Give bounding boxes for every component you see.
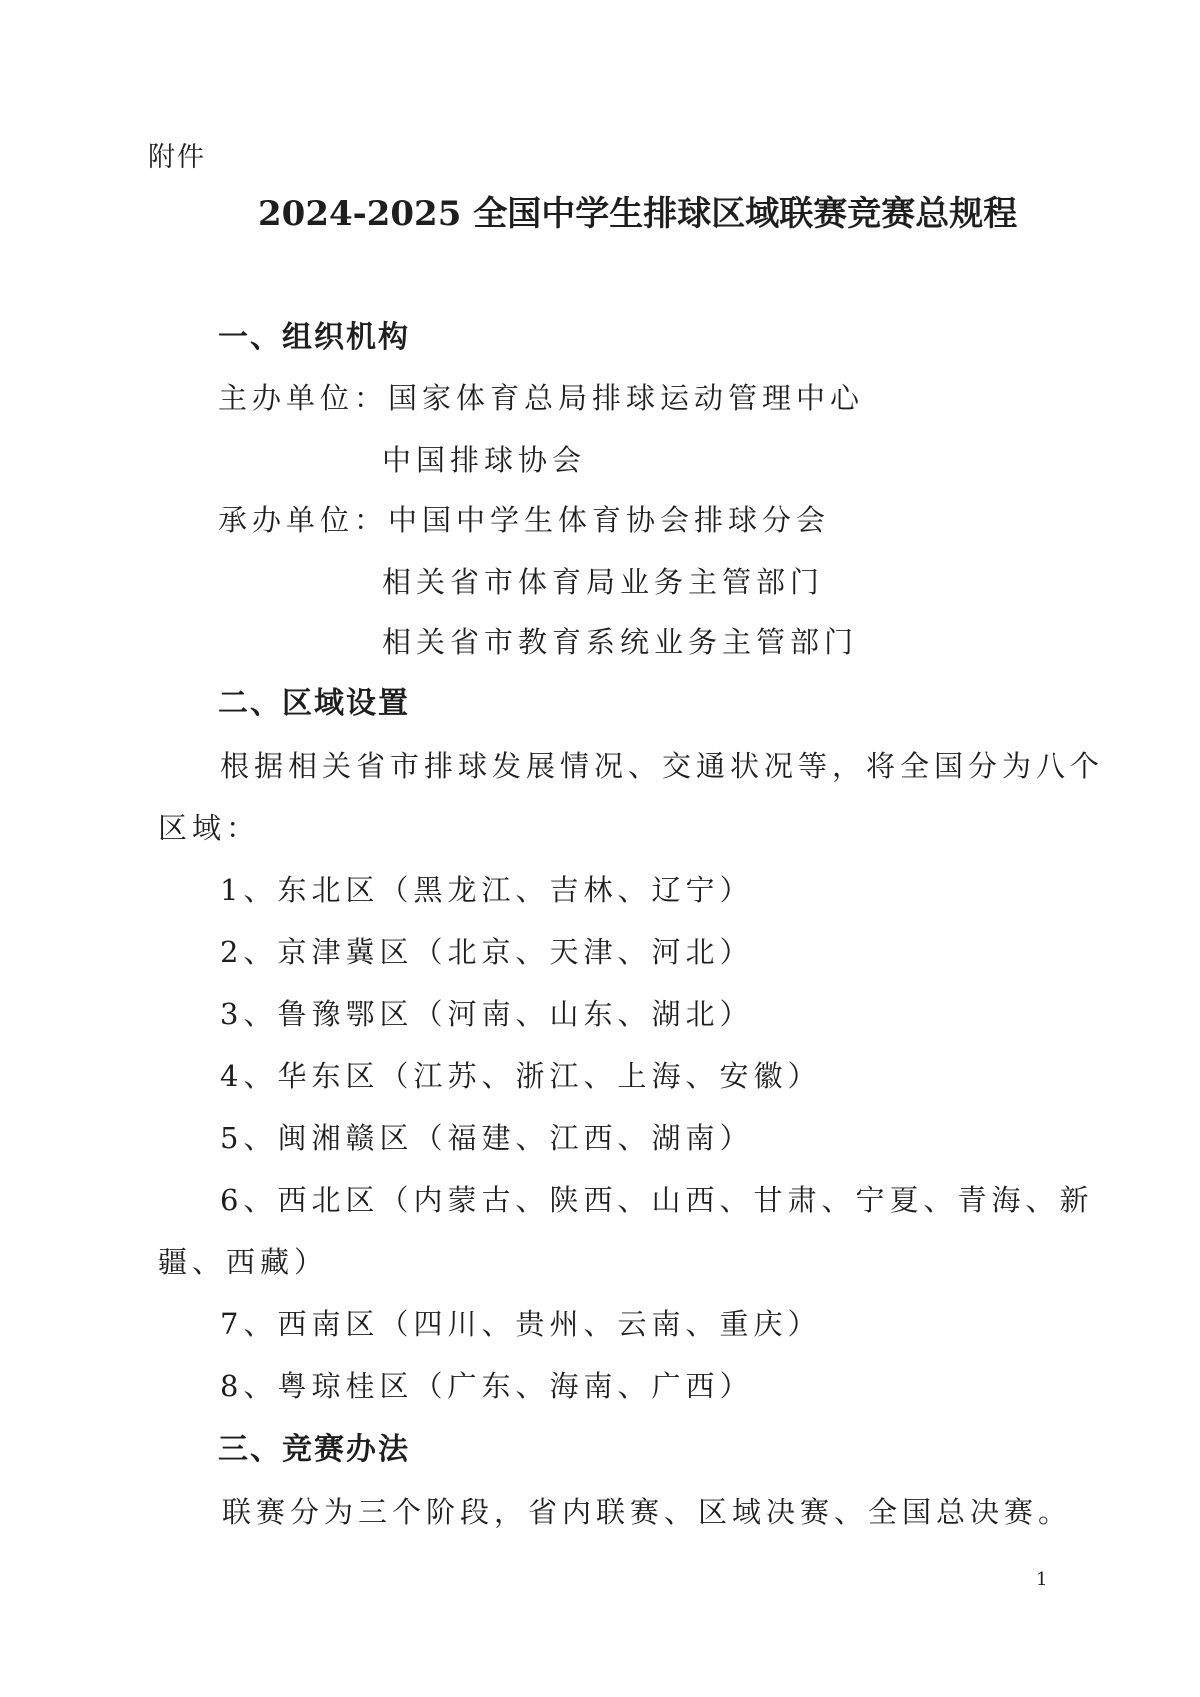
region-item: 7、西南区（四川、贵州、云南、重庆） xyxy=(220,1307,822,1341)
organizer-line: 中国排球协会 xyxy=(382,443,587,477)
region-item: 3、鲁豫鄂区（河南、山东、湖北） xyxy=(220,997,754,1031)
document-title: 2024-2025 全国中学生排球区域联赛竞赛总规程 xyxy=(258,194,1018,234)
host-line: 相关省市教育系统业务主管部门 xyxy=(382,625,859,659)
region-item: 5、闽湘赣区（福建、江西、湖南） xyxy=(220,1121,754,1155)
attachment-label: 附件 xyxy=(148,142,206,173)
section-heading-competition: 三、竞赛办法 xyxy=(218,1432,410,1467)
regions-intro: 根据相关省市排球发展情况、交通状况等，将全国分为八个 xyxy=(220,749,1105,783)
section-heading-organization: 一、组织机构 xyxy=(218,320,410,355)
region-item-continued: 疆、西藏） xyxy=(158,1245,329,1279)
organizer-line: 主办单位：国家体育总局排球运动管理中心 xyxy=(218,381,865,415)
section-heading-regions: 二、区域设置 xyxy=(218,686,410,721)
region-item: 8、粤琼桂区（广东、海南、广西） xyxy=(220,1369,754,1403)
region-item: 4、华东区（江苏、浙江、上海、安徽） xyxy=(220,1059,822,1093)
region-item: 6、西北区（内蒙古、陕西、山西、甘肃、宁夏、青海、新 xyxy=(220,1183,1094,1217)
region-item: 2、京津冀区（北京、天津、河北） xyxy=(220,935,754,969)
page-number: 1 xyxy=(1036,1569,1048,1590)
host-line: 承办单位：中国中学生体育协会排球分会 xyxy=(218,503,831,537)
competition-line: 联赛分为三个阶段，省内联赛、区域决赛、全国总决赛。 xyxy=(222,1495,1073,1529)
host-line: 相关省市体育局业务主管部门 xyxy=(382,565,825,599)
region-item: 1、东北区（黑龙江、吉林、辽宁） xyxy=(220,873,754,907)
regions-intro: 区域： xyxy=(158,811,261,845)
